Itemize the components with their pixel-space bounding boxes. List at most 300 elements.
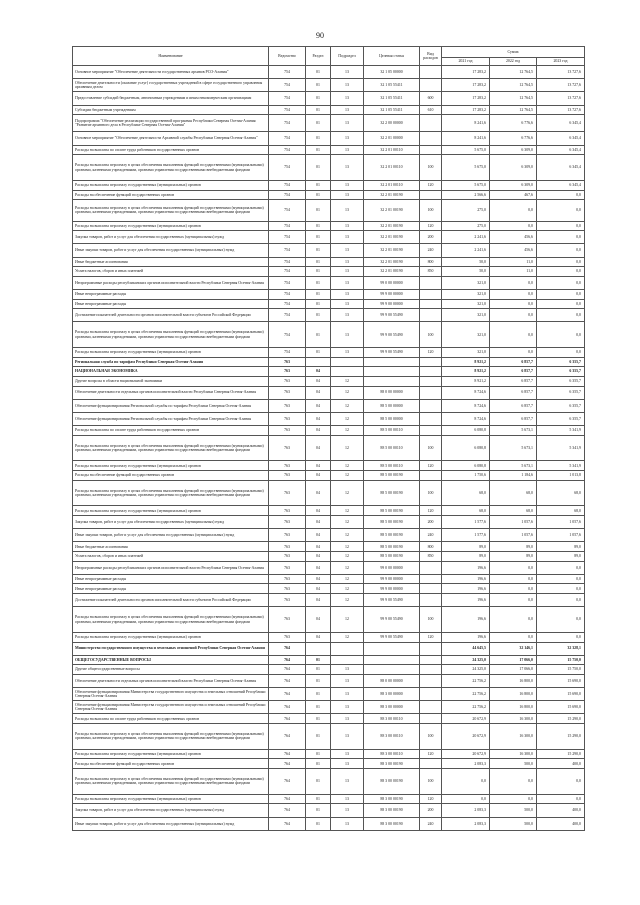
cell-section: 01	[306, 257, 331, 267]
cell-target-item: 99 9 00 55490	[364, 348, 420, 358]
cell-amount-2022: 6 857,7	[490, 357, 537, 367]
cell-amount-2023: 15 290,0	[537, 714, 585, 724]
table-row	[73, 435, 585, 461]
table-row	[73, 299, 585, 309]
cell-amount-2021: 2 083,3	[442, 804, 490, 817]
table-row	[73, 276, 585, 289]
cell-amount-2022: 6 776,6	[490, 115, 537, 132]
table-row	[73, 759, 585, 769]
cell-subsection: 13	[331, 309, 364, 322]
cell-expense-type: 120	[420, 749, 442, 759]
cell-target-item: 32 2 01 00110	[364, 155, 420, 181]
cell-amount-2022: 17 066,0	[490, 655, 537, 665]
cell-amount-2023: 13 727,6	[537, 92, 585, 105]
cell-target-item: 99 0 00 00000	[364, 276, 420, 289]
cell-amount-2021: 50,0	[442, 267, 490, 277]
cell-name: Обеспечение функционирования Министерства государственного имущества и земельных отношений Республики Северная Осетия-Алания	[73, 701, 269, 714]
table-row	[73, 749, 585, 759]
cell-name: Расходы на выплаты персоналу в целях обеспечения выполнения функций государственными (муниципальными) органами, казенными учреждениями, органами управления государственными внебюджетными фондами	[73, 724, 269, 750]
cell-name: Иные бюджетные ассигнования	[73, 257, 269, 267]
cell-amount-2022: 12 764,5	[490, 92, 537, 105]
cell-name: Расходы на обеспечение функций государственных органов	[73, 190, 269, 200]
cell-amount-2023: 32 328,1	[537, 642, 585, 655]
cell-subsection: 12	[331, 607, 364, 633]
cell-section: 04	[306, 461, 331, 471]
cell-subsection: 13	[331, 299, 364, 309]
cell-subsection: 13	[331, 190, 364, 200]
cell-amount-2023: 0,0	[537, 309, 585, 322]
cell-subsection: 12	[331, 399, 364, 412]
cell-section: 01	[306, 655, 331, 665]
cell-amount-2023: 0,0	[537, 257, 585, 267]
cell-name: Иные непрограммные расходы	[73, 299, 269, 309]
cell-amount-2021: 196,6	[442, 561, 490, 574]
table-row	[73, 724, 585, 750]
cell-ministry: 763	[269, 632, 306, 642]
table-row	[73, 516, 585, 529]
cell-target-item: 88 5 00 00190	[364, 480, 420, 506]
cell-amount-2022: 6 776,6	[490, 132, 537, 145]
cell-ministry: 754	[269, 309, 306, 322]
cell-ministry: 754	[269, 200, 306, 222]
table-row	[73, 529, 585, 542]
table-body	[73, 66, 585, 831]
cell-amount-2023: 400,0	[537, 759, 585, 769]
cell-amount-2023: 6 355,7	[537, 357, 585, 367]
cell-subsection: 13	[331, 759, 364, 769]
cell-subsection: 12	[331, 412, 364, 425]
cell-name: Иные непрограммные расходы	[73, 584, 269, 594]
table-row	[73, 322, 585, 348]
cell-subsection: 12	[331, 574, 364, 584]
cell-expense-type	[420, 386, 442, 399]
cell-amount-2022: 6 309,0	[490, 145, 537, 155]
cell-name: Обеспечение функционирования Региональной службы по тарифам Республики Северная Осетия-Алания	[73, 412, 269, 425]
cell-ministry: 764	[269, 688, 306, 701]
cell-section: 04	[306, 529, 331, 542]
cell-ministry: 754	[269, 155, 306, 181]
cell-target-item: 32 2 01 00190	[364, 257, 420, 267]
header-year-2021: 2021 год	[442, 58, 490, 66]
cell-section: 01	[306, 348, 331, 358]
cell-amount-2023: 0,0	[537, 289, 585, 299]
cell-amount-2023: 0,0	[537, 299, 585, 309]
table-row	[73, 701, 585, 714]
cell-target-item: 88 3 00 00000	[364, 701, 420, 714]
cell-amount-2023: 0,0	[537, 190, 585, 200]
table-row	[73, 221, 585, 231]
cell-expense-type	[420, 79, 442, 92]
cell-subsection: 13	[331, 132, 364, 145]
cell-expense-type	[420, 132, 442, 145]
cell-amount-2022: 5 673,1	[490, 461, 537, 471]
table-row	[73, 180, 585, 190]
cell-amount-2023: 5 341,9	[537, 461, 585, 471]
cell-subsection: 12	[331, 584, 364, 594]
cell-name: Другие вопросы в области национальной экономики	[73, 376, 269, 386]
cell-subsection: 13	[331, 769, 364, 795]
cell-expense-type: 240	[420, 244, 442, 257]
cell-amount-2021: 275,0	[442, 200, 490, 222]
table-row	[73, 190, 585, 200]
cell-name: Другие общегосударственные вопросы	[73, 665, 269, 675]
cell-subsection: 13	[331, 105, 364, 115]
cell-ministry: 763	[269, 561, 306, 574]
cell-section: 01	[306, 244, 331, 257]
cell-amount-2022: 5 673,1	[490, 435, 537, 461]
cell-amount-2021: 8 921,2	[442, 357, 490, 367]
cell-ministry: 754	[269, 79, 306, 92]
cell-section: 04	[306, 471, 331, 481]
cell-amount-2021: 17 283,2	[442, 66, 490, 79]
cell-expense-type: 120	[420, 461, 442, 471]
cell-amount-2021: 196,6	[442, 632, 490, 642]
cell-expense-type	[420, 309, 442, 322]
cell-target-item: 99 9 00 00000	[364, 574, 420, 584]
cell-subsection: 12	[331, 435, 364, 461]
cell-ministry: 763	[269, 399, 306, 412]
cell-subsection: 13	[331, 749, 364, 759]
cell-expense-type	[420, 584, 442, 594]
cell-amount-2021: 0,0	[442, 769, 490, 795]
cell-subsection	[331, 642, 364, 655]
cell-amount-2021: 24 325,0	[442, 665, 490, 675]
cell-subsection: 13	[331, 817, 364, 830]
cell-amount-2023: 6 345,4	[537, 115, 585, 132]
cell-section: 04	[306, 574, 331, 584]
cell-expense-type: 120	[420, 180, 442, 190]
header-year-2023: 2023 год	[537, 58, 585, 66]
table-row	[73, 574, 585, 584]
cell-target-item: 88 3 00 00110	[364, 714, 420, 724]
cell-amount-2021: 22 756,2	[442, 674, 490, 687]
cell-amount-2021: 2 241,6	[442, 231, 490, 244]
cell-name: Обеспечение деятельности (оказание услуг) государственных учреждений в сфере государственного управления архивным делом	[73, 79, 269, 92]
cell-section: 01	[306, 724, 331, 750]
cell-name: Расходы на выплаты персоналу государственных (муниципальных) органов	[73, 461, 269, 471]
cell-subsection	[331, 367, 364, 377]
cell-expense-type: 200	[420, 231, 442, 244]
cell-subsection: 13	[331, 200, 364, 222]
cell-section: 04	[306, 593, 331, 606]
cell-section	[306, 357, 331, 367]
table-row	[73, 804, 585, 817]
cell-target-item: 88 3 00 00190	[364, 804, 420, 817]
cell-section: 04	[306, 632, 331, 642]
cell-subsection: 13	[331, 145, 364, 155]
table-row	[73, 552, 585, 562]
cell-amount-2022: 17 066,0	[490, 665, 537, 675]
cell-amount-2023: 0,0	[537, 322, 585, 348]
cell-ministry: 764	[269, 794, 306, 804]
cell-amount-2021: 5 675,0	[442, 145, 490, 155]
cell-amount-2022: 0,0	[490, 632, 537, 642]
table-row	[73, 132, 585, 145]
cell-amount-2022: 500,0	[490, 817, 537, 830]
cell-target-item: 99 0 00 00000	[364, 561, 420, 574]
table-row	[73, 309, 585, 322]
cell-subsection: 13	[331, 267, 364, 277]
cell-section: 01	[306, 190, 331, 200]
cell-subsection: 13	[331, 688, 364, 701]
cell-amount-2022: 1 057,6	[490, 516, 537, 529]
cell-amount-2021: 68,0	[442, 480, 490, 506]
cell-target-item: 99 9 00 55490	[364, 309, 420, 322]
cell-amount-2023: 5 341,9	[537, 426, 585, 436]
cell-subsection: 12	[331, 542, 364, 552]
cell-target-item: 99 9 00 00000	[364, 289, 420, 299]
cell-subsection: 12	[331, 376, 364, 386]
table-row	[73, 231, 585, 244]
cell-subsection: 13	[331, 276, 364, 289]
cell-amount-2021: 1 577,6	[442, 529, 490, 542]
cell-subsection: 12	[331, 461, 364, 471]
cell-target-item: 88 0 00 00000	[364, 674, 420, 687]
cell-target-item: 88 5 00 00190	[364, 529, 420, 542]
cell-target-item: 32 1 05 55411	[364, 79, 420, 92]
cell-target-item: 32 2 01 00190	[364, 190, 420, 200]
cell-amount-2021: 8 241,6	[442, 115, 490, 132]
cell-subsection: 13	[331, 724, 364, 750]
cell-target-item: 88 3 00 00000	[364, 688, 420, 701]
cell-amount-2023: 400,0	[537, 804, 585, 817]
cell-expense-type	[420, 289, 442, 299]
cell-expense-type	[420, 642, 442, 655]
cell-expense-type	[420, 655, 442, 665]
table-row	[73, 367, 585, 377]
cell-name: Расходы на выплаты персоналу государственных (муниципальных) органов	[73, 632, 269, 642]
cell-ministry: 754	[269, 231, 306, 244]
cell-ministry: 754	[269, 299, 306, 309]
cell-section: 04	[306, 506, 331, 516]
table-row	[73, 817, 585, 830]
cell-section: 04	[306, 584, 331, 594]
cell-section: 04	[306, 552, 331, 562]
cell-section: 01	[306, 145, 331, 155]
cell-amount-2021: 68,0	[442, 506, 490, 516]
cell-name: НАЦИОНАЛЬНАЯ ЭКОНОМИКА	[73, 367, 269, 377]
cell-subsection: 12	[331, 471, 364, 481]
cell-subsection: 13	[331, 322, 364, 348]
cell-target-item: 88 0 00 00000	[364, 386, 420, 399]
cell-name: Расходы на выплаты персоналу в целях обеспечения выполнения функций государственными (муниципальными) органами, казенными учреждениями, органами управления государственными внебюджетными фондами	[73, 200, 269, 222]
cell-amount-2023: 0,0	[537, 348, 585, 358]
cell-name: Расходы на выплаты по оплате труда работников государственных органов	[73, 714, 269, 724]
cell-amount-2021: 321,0	[442, 322, 490, 348]
cell-amount-2021: 20 672,9	[442, 749, 490, 759]
cell-ministry: 763	[269, 412, 306, 425]
cell-amount-2021: 20 672,9	[442, 714, 490, 724]
cell-amount-2022: 500,0	[490, 804, 537, 817]
cell-name: Расходы на выплаты персоналу в целях обеспечения выполнения функций государственными (муниципальными) органами, казенными учреждениями, органами управления государственными внебюджетными фондами	[73, 322, 269, 348]
header-section: Раздел	[306, 47, 331, 66]
cell-section: 01	[306, 714, 331, 724]
cell-ministry: 763	[269, 593, 306, 606]
cell-target-item: 99 9 00 00000	[364, 584, 420, 594]
cell-expense-type: 100	[420, 200, 442, 222]
cell-target-item	[364, 655, 420, 665]
cell-name: Расходы на выплаты персоналу в целях обеспечения выполнения функций государственными (муниципальными) органами, казенными учреждениями, органами управления государственными внебюджетными фондами	[73, 480, 269, 506]
cell-target-item: 32 1 05 55411	[364, 105, 420, 115]
cell-section: 04	[306, 542, 331, 552]
cell-ministry: 763	[269, 376, 306, 386]
table-row	[73, 155, 585, 181]
cell-expense-type	[420, 759, 442, 769]
cell-section: 01	[306, 267, 331, 277]
cell-amount-2023: 15 690,0	[537, 701, 585, 714]
header-target-item: Целевая статья	[364, 47, 420, 66]
cell-expense-type	[420, 367, 442, 377]
cell-ministry: 754	[269, 289, 306, 299]
cell-amount-2021: 5 675,0	[442, 155, 490, 181]
cell-ministry: 764	[269, 701, 306, 714]
cell-amount-2023: 68,0	[537, 480, 585, 506]
cell-expense-type: 800	[420, 542, 442, 552]
cell-subsection: 12	[331, 426, 364, 436]
cell-section: 01	[306, 804, 331, 817]
cell-ministry: 764	[269, 759, 306, 769]
table-row	[73, 145, 585, 155]
cell-ministry: 764	[269, 804, 306, 817]
cell-amount-2023: 13 727,6	[537, 79, 585, 92]
cell-target-item: 88 3 00 00190	[364, 817, 420, 830]
cell-ministry: 754	[269, 257, 306, 267]
cell-target-item: 32 2 00 00000	[364, 115, 420, 132]
cell-target-item: 88 5 00 00110	[364, 435, 420, 461]
cell-amount-2022: 16 300,0	[490, 724, 537, 750]
cell-name: Расходы на выплаты по оплате труда работников государственных органов	[73, 426, 269, 436]
cell-amount-2023: 15 690,0	[537, 688, 585, 701]
cell-subsection: 13	[331, 804, 364, 817]
cell-target-item: 32 2 01 00190	[364, 231, 420, 244]
cell-target-item: 99 9 00 00000	[364, 299, 420, 309]
cell-subsection: 13	[331, 79, 364, 92]
cell-ministry: 764	[269, 655, 306, 665]
cell-subsection: 13	[331, 674, 364, 687]
table-row	[73, 92, 585, 105]
cell-amount-2021: 275,0	[442, 221, 490, 231]
cell-amount-2022: 12 764,5	[490, 66, 537, 79]
cell-expense-type	[420, 574, 442, 584]
cell-section: 01	[306, 674, 331, 687]
cell-amount-2021: 89,0	[442, 552, 490, 562]
header-subsection: Подраздел	[331, 47, 364, 66]
cell-amount-2022: 467,6	[490, 190, 537, 200]
table-row	[73, 674, 585, 687]
cell-amount-2021: 321,0	[442, 289, 490, 299]
cell-ministry: 763	[269, 574, 306, 584]
cell-name: Достижение показателей деятельности органов исполнительной власти субъектов Российской Федерации	[73, 593, 269, 606]
cell-section: 01	[306, 180, 331, 190]
cell-ministry: 764	[269, 714, 306, 724]
cell-target-item: 32 2 01 00190	[364, 244, 420, 257]
table-row	[73, 607, 585, 633]
cell-amount-2021: 8 724,6	[442, 399, 490, 412]
cell-target-item: 32 2 01 00110	[364, 180, 420, 190]
cell-amount-2021: 44 645,5	[442, 642, 490, 655]
cell-name: Основное мероприятие "Обеспечение деятельности Архивной службы Республики Северная Осетия-Алания"	[73, 132, 269, 145]
cell-amount-2021: 2 241,6	[442, 244, 490, 257]
cell-expense-type: 200	[420, 804, 442, 817]
cell-amount-2021: 196,6	[442, 574, 490, 584]
cell-expense-type: 100	[420, 155, 442, 181]
cell-subsection: 12	[331, 552, 364, 562]
cell-name: Обеспечение деятельности отдельных органов исполнительной власти Республики Северная Осетия-Алания	[73, 386, 269, 399]
cell-target-item: 88 3 00 00190	[364, 769, 420, 795]
cell-expense-type	[420, 471, 442, 481]
cell-ministry: 764	[269, 674, 306, 687]
header-expense-type: Вид расходов	[420, 47, 442, 66]
cell-ministry: 754	[269, 180, 306, 190]
cell-amount-2022: 16 800,0	[490, 701, 537, 714]
cell-ministry: 763	[269, 542, 306, 552]
cell-name: Расходы на выплаты персоналу государственных (муниципальных) органов	[73, 794, 269, 804]
cell-amount-2023: 89,0	[537, 552, 585, 562]
cell-target-item: 32 2 01 00190	[364, 200, 420, 222]
cell-section: 04	[306, 607, 331, 633]
cell-target-item: 99 9 00 55490	[364, 632, 420, 642]
cell-expense-type	[420, 412, 442, 425]
cell-name: Обеспечение функционирования Региональной службы по тарифам Республики Северная Осетия-Алания	[73, 399, 269, 412]
table-row	[73, 542, 585, 552]
cell-name: Расходы на выплаты персоналу государственных (муниципальных) органов	[73, 506, 269, 516]
cell-amount-2022: 0,0	[490, 221, 537, 231]
cell-amount-2021: 6 080,8	[442, 435, 490, 461]
cell-amount-2023: 0,0	[537, 607, 585, 633]
table-row	[73, 200, 585, 222]
cell-section: 01	[306, 289, 331, 299]
cell-section: 04	[306, 376, 331, 386]
cell-amount-2023: 0,0	[537, 244, 585, 257]
cell-expense-type	[420, 399, 442, 412]
cell-expense-type	[420, 426, 442, 436]
header-ministry: Ведомство	[269, 47, 306, 66]
cell-amount-2021: 89,0	[442, 542, 490, 552]
cell-target-item: 88 5 00 00190	[364, 506, 420, 516]
cell-expense-type: 800	[420, 257, 442, 267]
cell-name: Подпрограмма "Обеспечение реализации государственной программы Республики Северная Осетия-Алания "Развитие архивного дела в Республике Северная Осетия-Алания"	[73, 115, 269, 132]
cell-name: Расходы на выплаты персоналу в целях обеспечения выполнения функций государственными (муниципальными) органами, казенными учреждениями, органами управления государственными внебюджетными фондами	[73, 435, 269, 461]
cell-section: 01	[306, 231, 331, 244]
cell-ministry: 754	[269, 348, 306, 358]
cell-amount-2023: 400,0	[537, 817, 585, 830]
table-row	[73, 665, 585, 675]
table-row	[73, 794, 585, 804]
cell-amount-2022: 89,0	[490, 552, 537, 562]
cell-section: 01	[306, 817, 331, 830]
cell-name: Иные закупки товаров, работ и услуг для обеспечения государственных (муниципальных) нужд	[73, 817, 269, 830]
table-row	[73, 244, 585, 257]
cell-name: Расходы на выплаты персоналу государственных (муниципальных) органов	[73, 180, 269, 190]
cell-amount-2023: 0,0	[537, 221, 585, 231]
cell-section: 01	[306, 769, 331, 795]
cell-ministry: 763	[269, 584, 306, 594]
table-row	[73, 642, 585, 655]
cell-amount-2023: 0,0	[537, 200, 585, 222]
cell-expense-type: 240	[420, 529, 442, 542]
cell-subsection: 12	[331, 632, 364, 642]
cell-amount-2022: 6 857,7	[490, 399, 537, 412]
cell-amount-2023: 6 355,7	[537, 376, 585, 386]
cell-section: 04	[306, 480, 331, 506]
cell-subsection: 12	[331, 480, 364, 506]
cell-amount-2022: 0,0	[490, 322, 537, 348]
cell-name: Непрограммные расходы республиканских органов исполнительной власти Республики Северная Осетия-Алания	[73, 561, 269, 574]
cell-amount-2021: 17 283,2	[442, 92, 490, 105]
cell-expense-type: 100	[420, 480, 442, 506]
table-row	[73, 461, 585, 471]
cell-section: 01	[306, 749, 331, 759]
